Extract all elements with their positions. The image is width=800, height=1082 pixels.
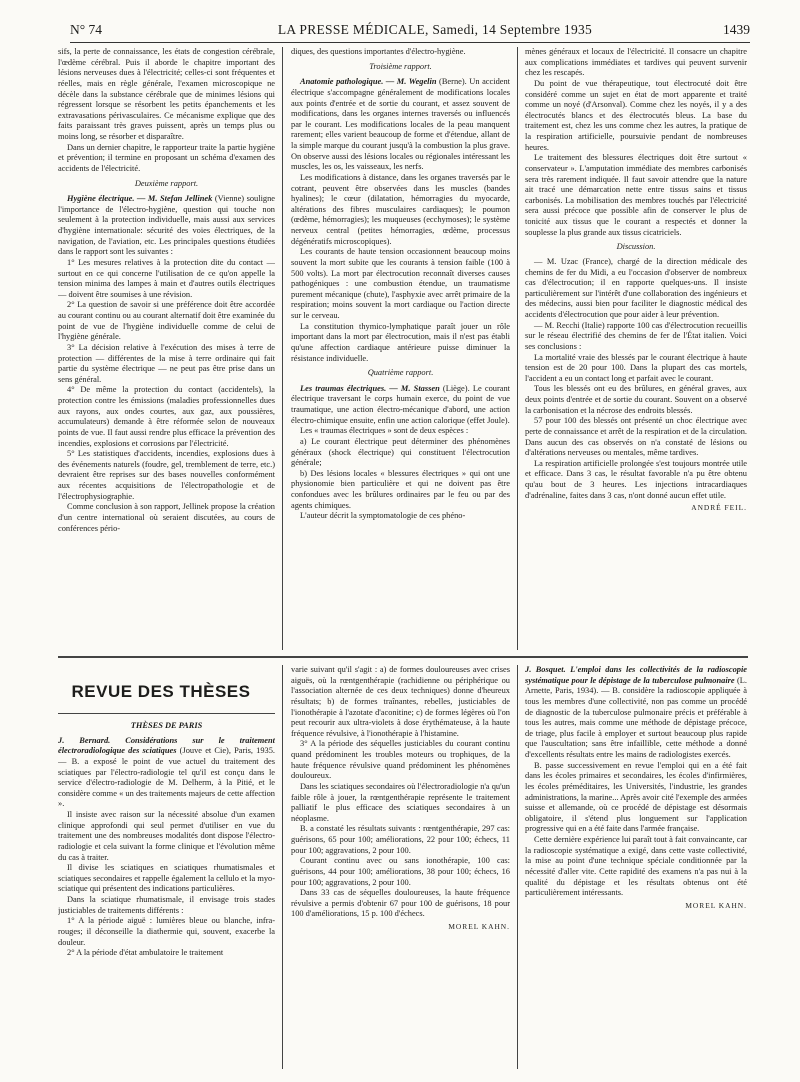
paragraph-text: Cette dernière expérience lui paraît tout à fait convaincante, car la radioscopie systématique a exigé, dans cette vaste collectivité, la mise au point d'une technique spéciale conditionnée par la nécessité d'aller vite. Cette rapidité des examens n'a pas nui à la qualité du dépistage et les résultats obtenus ont été particulièrement intéressants. bbox=[525, 835, 747, 898]
paragraph-text: Deuxième rapport. bbox=[134, 178, 199, 188]
col3-paragraph bbox=[525, 153, 747, 238]
article-heading: J. Bosquet. L'emploi dans les collectivités de la radioscopie systématique pour le dépistage de la tuberculose pulmonaire bbox=[525, 665, 747, 685]
col3-paragraph bbox=[525, 353, 747, 385]
col2-paragraph bbox=[291, 384, 510, 427]
paragraph-text: Dans 33 cas de séquelles douloureuses, la haute fréquence révulsive a permis d'obtenir 67 pour 100 de guérisons, 18 pour 100 d'améliorations, 15 p. 100 d'échecs. bbox=[291, 888, 510, 919]
theses-col2-paragraph bbox=[291, 782, 510, 825]
article-heading: Hygiène électrique. — M. Stefan Jellinek bbox=[67, 194, 213, 204]
col1-paragraph bbox=[58, 179, 275, 190]
theses-col1-paragraph bbox=[58, 916, 275, 948]
author-signature: MOREL KAHN. bbox=[448, 922, 510, 931]
paragraph-text: — M. Recchi (Italie) rapporte 100 cas d'électrocution recueillis sur le réseau électrifié des chemins de fer de l'État italien. Voici ses conclusions : bbox=[525, 320, 747, 351]
section-title: REVUE DES THÈSES bbox=[71, 682, 251, 701]
paragraph-text: Dans la sciatique rhumatismale, il envisage trois stades justiciables de traitements différents : bbox=[58, 895, 275, 915]
col3-paragraph bbox=[525, 242, 747, 253]
col3-paragraph bbox=[525, 257, 747, 321]
theses-col2-paragraph bbox=[291, 856, 510, 888]
paragraph-text: Courant continu avec ou sans ionothérapie, 100 cas: guérisons, 44 pour 100; améliorations, 38 pour 100; échecs, 16 pour 100; aggravations, 2 pour 100. bbox=[291, 856, 510, 887]
author-signature: MOREL KAHN. bbox=[685, 900, 747, 910]
col2-paragraph bbox=[291, 511, 510, 522]
paragraph-text: L'auteur décrit la symptomatologie de ces phéno- bbox=[300, 511, 466, 521]
paragraph-text: Il insiste avec raison sur la nécessité absolue d'un examen clinique approfondi qui seul permet d'utiliser en vue du traitement une des nombreuses modalités dont dispose l'électro-radiologie et cela suivant la forme clinique et l'évolution même du cas à traiter. bbox=[58, 810, 275, 862]
paragraph-text: Discussion. bbox=[616, 242, 656, 252]
author-signature: ANDRÉ FEIL. bbox=[691, 503, 747, 513]
col1-paragraph bbox=[58, 449, 275, 502]
paragraph-text: b) Des lésions locales « blessures électriques » qui ont une physionomie bien particulière et qui ne doivent pas être confondues avec les brûlures ordinaires par le feu ou par des agents chimiques. bbox=[291, 468, 510, 510]
paragraph-text: B. a constaté les résultats suivants : rœntgenthérapie, 297 cas: guérisons, 65 pour 100; améliorations, 22 pour 100; échecs, 11 pour 100; aggravations, 2 pour 100. bbox=[291, 824, 510, 855]
paragraph-text: Il divise les sciatiques en sciatiques rhumatismales et sciatiques secondaires et rappelle également la cellulo et la myo-sciatique qui présentent des indications particulières. bbox=[58, 863, 275, 894]
paragraph-text: Dans les sciatiques secondaires où l'électroradiologie n'a qu'un faible rôle à jouer, la rœntgenthérapie représente le traitement palliatif le plus efficace des sciatiques secondaires à un néoplasme. bbox=[291, 781, 510, 823]
col3-paragraph bbox=[525, 321, 747, 353]
article-heading: Les traumas électriques. — M. Stassen bbox=[300, 383, 440, 393]
paragraph-text: (L. Arnette, Paris, 1934). — B. considère la radioscopie appliquée à tous les membres d'une collectivité, non pas comme un procédé de diagnostic de la tuberculose pulmonaire précis et préférable à tous les autres, mais comme une méthode de dépistage précoce, de triage, plus facile à employer et surtout beaucoup plus rapide que l'auscultation; sans être infaillible, cette méthode a donné d'excellents résultats entre les mains de radiologistes exercés. bbox=[525, 675, 747, 759]
title-rule bbox=[58, 713, 275, 714]
col3-paragraph bbox=[525, 416, 747, 459]
paragraph-text: Dans un dernier chapitre, le rapporteur traite la partie hygiène et prévention; il termine en proposant un schéma d'examen des accidents de l'électricité. bbox=[58, 142, 275, 173]
paragraph-text: (Vienne) souligne l'importance de l'électro-hygiène, question qui touche non seulement à la protection individuelle, mais aussi aux services d'hygiène internationale: sécurité des voies électriques, de la navigation, de l'aviation, etc. Les principales questions étudiées dans le rapport sont les suivantes : bbox=[58, 194, 275, 257]
article-column-3 bbox=[525, 47, 747, 650]
col1-paragraph bbox=[58, 258, 275, 301]
theses-col3-paragraph bbox=[525, 665, 747, 761]
theses-col2-paragraph bbox=[291, 888, 510, 920]
article-heading: Anatomie pathologique. — M. Wegelin bbox=[300, 77, 437, 87]
col2-paragraph bbox=[291, 247, 510, 321]
paragraph-text: 2° La question de savoir si une préférence doit être accordée au courant continu ou au courant alternatif doit être examinée du point de vue de l'hygiène individuelle comme de celui de l'hygiène générale. bbox=[58, 300, 275, 342]
paragraph-text: (Berne). Un accident électrique s'accompagne généralement de modifications locales aux points d'entrée et de sortie du courant, et assez souvent de modifications, dans les organes internes traversés ou influencés par le courant. Les modifications locales de la peau manquent rarement; elles varient beaucoup de forme et d'étendue, allant de la simple marque du courant jusqu'à la combustion la plus grave. On observe aussi des lésions locales ou régionales intéressant les muscles, les os, les vaisseaux, les nerfs. bbox=[291, 77, 510, 172]
paragraph-text: 3° A la période des séquelles justiciables du courant continu quand prédominent les troubles moteurs ou trophiques, de la haute fréquence révulsive quand prédominent les phénomènes douloureux. bbox=[291, 739, 510, 781]
col1-paragraph bbox=[58, 300, 275, 343]
col1-paragraph bbox=[58, 143, 275, 175]
column-divider bbox=[517, 47, 518, 650]
column-divider bbox=[517, 665, 518, 1069]
paragraph-text: Le traitement des blessures électriques doit être surtout « conservateur ». L'amputation immédiate des membres carbonisés sera très rarement indiquée. Il faut savoir attendre que la nature ait tracé une démarcation nette entre tissus sains et tissus carbonisés. La mobilisation des membres touchés par l'électricité sera aussi précoce que possible afin de conserver le plus de tonicité aux tissus que le courant a respectés et donner la souplesse la plus grande aux tissus cicatriciels. bbox=[525, 153, 747, 237]
paragraph-text: Les modifications à distance, dans les organes traversés par le cotrant, peuvent être observées dans les muscles (bandes hyalines); le cœur (dilatation, hémorragies du myocarde, altérations des fibres musculaires cardiaques); le poumon (œdème, hémorragies); les muqueuses (ecchymoses); le système nerveux central (petites hémorragies, œdème, processus dégénératifs microscopiques). bbox=[291, 172, 510, 246]
col1-paragraph bbox=[58, 343, 275, 386]
paragraph-text: 4° De même la protection du contact (accidentels), la protection contre les émissions (maladies professionnelles dues aux rayons, aux ondes courtes, aux gaz, aux poussières, accumulateurs) demande à être réformée selon de nouveaux points de vue. Il faut aussi rendre plus efficace la prévention des incendies, explosions et corrosions par l'électricité. bbox=[58, 385, 275, 448]
paragraph-text: Les « traumas électriques » sont de deux espèces : bbox=[300, 426, 469, 436]
theses-col2-paragraph bbox=[291, 824, 510, 856]
paragraph-text: 57 pour 100 des blessés ont présenté un choc électrique avec perte de connaissance et arrêt de la respiration et de la circulation. Dans aucun des cas observés on n'a constaté de lésions ou d'altérations nerveuses ou mentales, même tardives. bbox=[525, 416, 747, 458]
col3-paragraph bbox=[525, 47, 747, 79]
article-heading: J. Bernard. Considérations sur le traitement électroradiologique des sciatiques bbox=[58, 735, 275, 756]
issue-number: N° 74 bbox=[70, 22, 103, 37]
paragraph-text: sifs, la perte de connaissance, les états de congestion cérébrale, l'œdème cérébral. Puis il aborde le chapitre important des lésions nerveuses dues à l'électricité; celles-ci sont fréquentes et réelles, mais en règle générale, l'examen microscopique ne décèle dans la substance cérébrale que de minimes lésions qui régressent lorsque se résorbent les petits épanchements et les extravasations périvasculaires. Ce mécanisme explique que des faits paraissant très graves puissent, après un temps plus ou moins long, se résorber et disparaître. bbox=[58, 47, 275, 141]
paragraph-text: (Jouve et Cie), Paris, 1935. — B. a exposé le point de vue actuel du traitement des sciatiques par l'électro-radiologie tel qu'il est conçu dans le service d'électro-radiologie de M. Delherm, à la Pitié, et le considère comme « un des traitements majeurs de cette affection ». bbox=[58, 746, 275, 809]
paragraph-text: — M. Uzac (France), chargé de la direction médicale des chemins de fer du Midi, a eu l'occasion d'observer de nombreux cas d'électrocution; il en rapporte quelques-uns. Il insiste particulièrement sur l'intérêt d'une collaboration des ingénieurs et des médecins, aussi bien pour faciliter le diagnostic médical des accidents d'électrocution que pour aider à leur prévention. bbox=[525, 256, 747, 319]
theses-column-2 bbox=[291, 665, 510, 1069]
theses-col1-paragraph bbox=[58, 863, 275, 895]
paragraph-text: Troisième rapport. bbox=[369, 61, 432, 71]
section-subtitle: THÈSES DE PARIS bbox=[130, 721, 203, 730]
column-divider bbox=[282, 47, 283, 650]
paragraph-text: 2° A la période d'état ambulatoire le traitement bbox=[67, 948, 224, 958]
paragraph-text: 1° Les mesures relatives à la protection dite du contact — surtout en ce qui concerne l'utilisation de ce qu'on appelle la tension minima des lampes à main et d'autres outils électriques — doivent être soumises à une révision. bbox=[58, 257, 275, 299]
paragraph-text: (Liège). Le courant électrique traversant le corps humain exerce, du point de vue traumatique, une action électro-mécanique d'abord, une action électro-chimique ensuite, enfin une action calorique (effet Joule). bbox=[291, 383, 510, 425]
theses-column-1 bbox=[58, 717, 275, 1069]
paragraph-text: Quatrième rapport. bbox=[367, 368, 434, 378]
paragraph-text: Comme conclusion à son rapport, Jellinek propose la création d'un centre international où seraient discutées, au cours de conférences pério- bbox=[58, 502, 275, 533]
paragraph-text: Les courants de haute tension occasionnent beaucoup moins souvent la mort subite que les courants à tension faible (100 à 500 volts). La mort par électrocution reconnaît diverses causes pathogéniques : une combustion étendue, un traumatisme purement mécanique (chute), l'asphyxie avec arrêt primaire de la respiration; moins souvent la mort cardiaque ou l'action directe sur le cerveau. bbox=[291, 247, 510, 320]
page-header bbox=[70, 18, 750, 43]
journal-title: LA PRESSE MÉDICALE, Samedi, 14 Septembre 1935 bbox=[277, 22, 593, 37]
paragraph-text: La constitution thymico-lymphatique paraît jouer un rôle important dans la mort par électrocution, mais il n'est pas établi qu'une affection cardiaque antérieure puisse diminuer la résistance individuelle. bbox=[291, 321, 510, 363]
paragraph-text: La respiration artificielle prolongée s'est toujours montrée utile et efficace. Dans 3 cas, le résultat favorable n'a pu être obtenu qu'au bout de 3 heures. Les injections intracardiaques d'adrénaline, faites dans 3 cas, n'ont donné aucun effet utile. bbox=[525, 458, 747, 500]
col2-paragraph bbox=[291, 437, 510, 469]
theses-col1-paragraph bbox=[58, 895, 275, 916]
theses-col1-paragraph bbox=[58, 810, 275, 863]
col1-paragraph bbox=[58, 502, 275, 534]
theses-col1-paragraph bbox=[58, 736, 275, 810]
theses-col2-paragraph bbox=[291, 739, 510, 782]
col1-paragraph bbox=[58, 194, 275, 258]
paragraph-text: Du point de vue thérapeutique, tout électrocuté doit être considéré comme un sujet en état de mort apparente et traité comme un noyé (d'Arsonval). Comme chez les noyés, il y a des électrocutés blancs et des électrocutés bleus. La base du traitement est, chez les uns comme chez les autres, la pratique de la respiration artificielle, poursuivie pendant de nombreuses heures. bbox=[525, 78, 747, 152]
paragraph-text: 5° Les statistiques d'accidents, incendies, explosions dues à des événements naturels (foudre, gel, tremblement de terre, etc.) devraient être reprises sur des bases nouvelles conformément aux récentes acquisitions de l'électropathologie et de l'électrophysiographie. bbox=[58, 449, 275, 501]
paragraph-text: 1° A la période aiguë : lumières bleue ou blanche, infra-rouges; il déconseille la diathermie qui, souvent, exacerbe la douleur. bbox=[58, 916, 275, 947]
paragraph-text: 3° La décision relative à l'exécution des mises à terre de protection — différentes de la mise à terre ordinaire qui fait partie du système électrique — ne peut pas être prise dans un sens général. bbox=[58, 342, 275, 384]
paragraph-text: diques, des questions importantes d'électro-hygiène. bbox=[291, 47, 466, 56]
col1-paragraph bbox=[58, 385, 275, 449]
article-column-2 bbox=[291, 47, 510, 650]
theses-col1-paragraph bbox=[58, 948, 275, 959]
col3-paragraph bbox=[525, 384, 747, 416]
theses-col3-paragraph bbox=[525, 835, 747, 899]
paragraph-text: B. passe successivement en revue l'emploi qui en a été fait dans les écoles primaires et secondaires, les écoles d'infirmières, les écoles préméditaires, les Universités, l'industrie, les grandes administrations, la marine... Après avoir cité l'exemple des armées suisse et allemande, où ce procédé de dépistage est désormais obligatoire, il s'étend plus longuement sur l'application progressive qui en a été faite dans l'armée française. bbox=[525, 760, 747, 834]
col2-paragraph bbox=[291, 469, 510, 512]
column-divider bbox=[282, 665, 283, 1069]
col2-paragraph bbox=[291, 173, 510, 247]
col2-paragraph bbox=[291, 62, 510, 73]
paragraph-text: Tous les blessés ont eu des brûlures, en général graves, aux deux points d'entrée et de sortie du courant. Souvent on a observé la carbonisation et la nécrose des endroits blessés. bbox=[525, 384, 747, 415]
col2-paragraph bbox=[291, 77, 510, 173]
article-column-1 bbox=[58, 47, 275, 650]
col1-paragraph bbox=[58, 47, 275, 143]
paragraph-text: mènes généraux et locaux de l'électricité. Il consacre un chapitre aux complications immédiates et tardives qui peuvent survenir chez les rescapés. bbox=[525, 47, 747, 78]
col3-paragraph bbox=[525, 459, 747, 502]
paragraph-text: La mortalité vraie des blessés par le courant électrique à haute tension est de 20 pour 100. Dans la plupart des cas mortels, l'accident a eu un contact long et parfait avec le courant. bbox=[525, 352, 747, 383]
theses-column-3 bbox=[525, 665, 747, 1069]
col2-paragraph bbox=[291, 47, 510, 58]
col2-paragraph bbox=[291, 426, 510, 437]
col2-paragraph bbox=[291, 368, 510, 379]
page-number: 1439 bbox=[723, 22, 750, 37]
theses-col2-paragraph bbox=[291, 665, 510, 739]
col3-paragraph bbox=[525, 79, 747, 153]
section-divider bbox=[58, 656, 748, 658]
paragraph-text: varie suivant qu'il s'agit : a) de formes douloureuses avec crises aiguës, où la rœntgenthérapie (rachidienne ou périphérique ou l'association alternée de ces deux techniques) donne d'heureux résultats; b) de formes traînantes, rebelles, justiciables de l'ionothérapie à l'azotate d'aconitine; c) de formes légères où l'on peut recourir aux ultra-violets à dose érythémateuse, à la haute fréquence révulsive, à l'ionothérapie à l'histamine. bbox=[291, 665, 510, 738]
paragraph-text: a) Le courant électrique peut déterminer des phénomènes généraux (shock électrique) qui constituent l'électrocution générale; bbox=[291, 436, 510, 468]
col2-paragraph bbox=[291, 322, 510, 365]
theses-col3-paragraph bbox=[525, 761, 747, 835]
